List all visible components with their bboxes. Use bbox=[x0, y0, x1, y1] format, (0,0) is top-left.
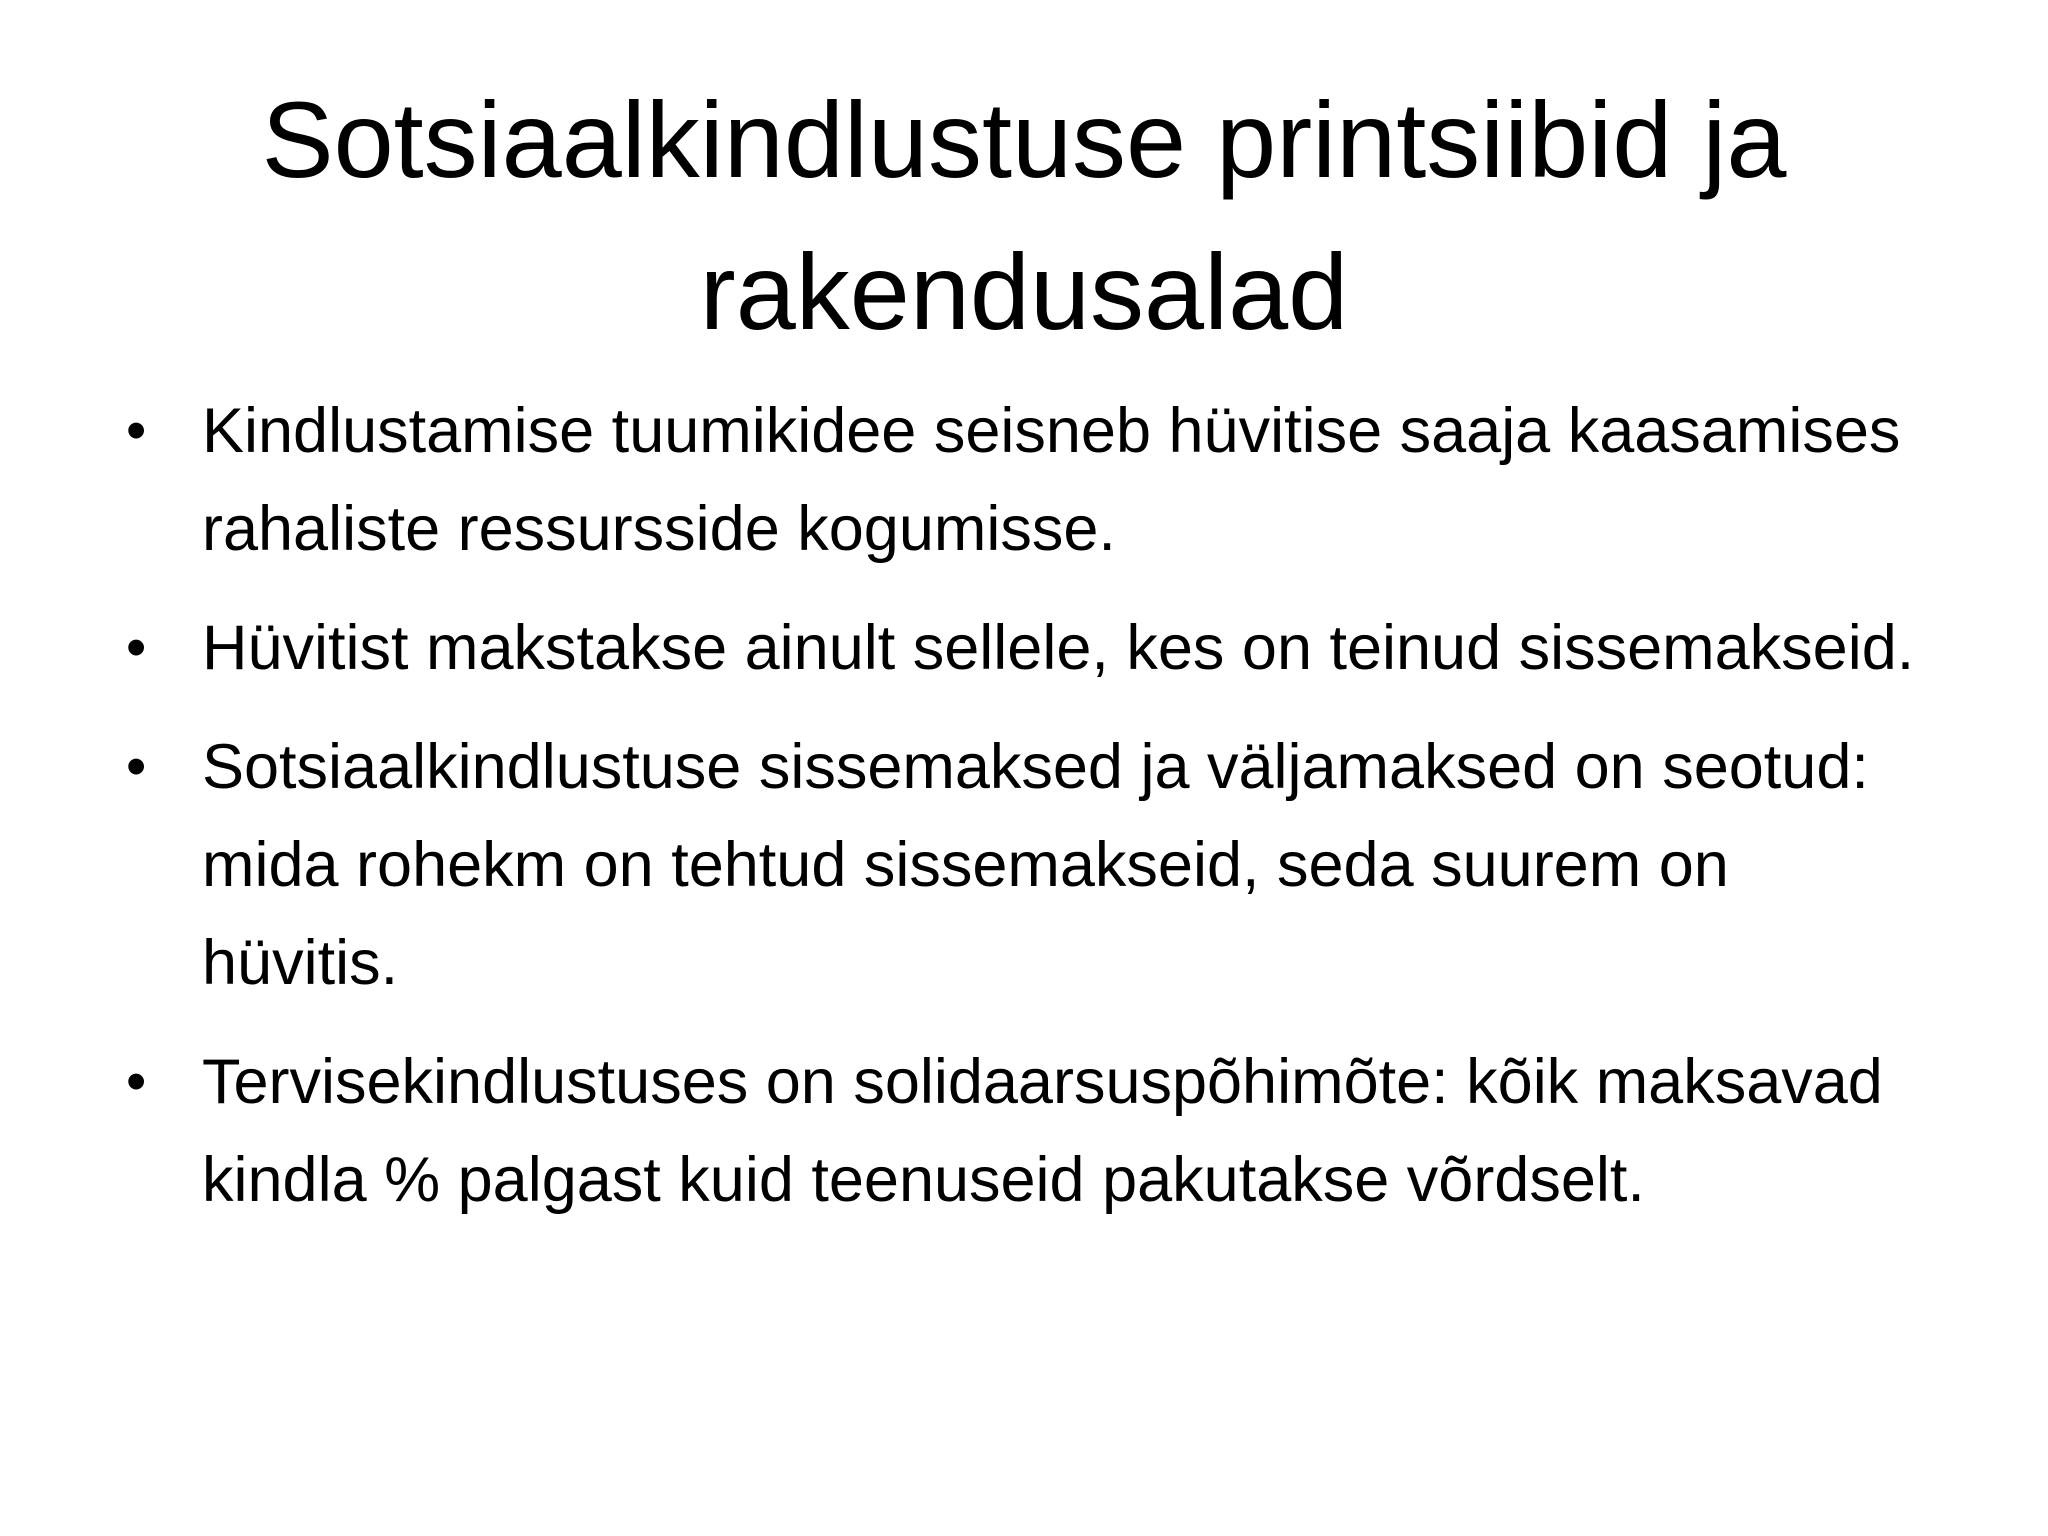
bullet-text: Sotsiaalkindlustuse sissemaksed ja väljamaksed on seotud: mida rohekm on tehtud sissemakseid, seda suurem on hüvitis. bbox=[202, 732, 1869, 998]
bullet-item bbox=[118, 382, 1938, 578]
bullet-dot-icon: • bbox=[126, 1049, 147, 1114]
bullet-item bbox=[118, 718, 1938, 1012]
bullet-dot-icon: • bbox=[126, 615, 147, 680]
bullet-list bbox=[118, 382, 1938, 1250]
bullet-item bbox=[118, 1033, 1938, 1229]
slide-title: Sotsiaalkindlustuse printsiibid ja rakendusalad bbox=[261, 79, 1787, 352]
bullet-text: Tervisekindlustuses on solidaarsuspõhimõte: kõik maksavad kindla % palgast kuid teenuseid pakutakse võrdselt. bbox=[202, 1047, 1883, 1215]
bullet-text: Hüvitist makstakse ainult sellele, kes on teinud sissemakseid. bbox=[202, 613, 1915, 683]
bullet-dot-icon: • bbox=[126, 398, 147, 463]
bullet-dot-icon: • bbox=[126, 734, 147, 799]
bullet-item bbox=[118, 599, 1938, 697]
bullet-text: Kindlustamise tuumikidee seisneb hüvitise saaja kaasamises rahaliste ressursside kogumisse. bbox=[202, 396, 1901, 564]
